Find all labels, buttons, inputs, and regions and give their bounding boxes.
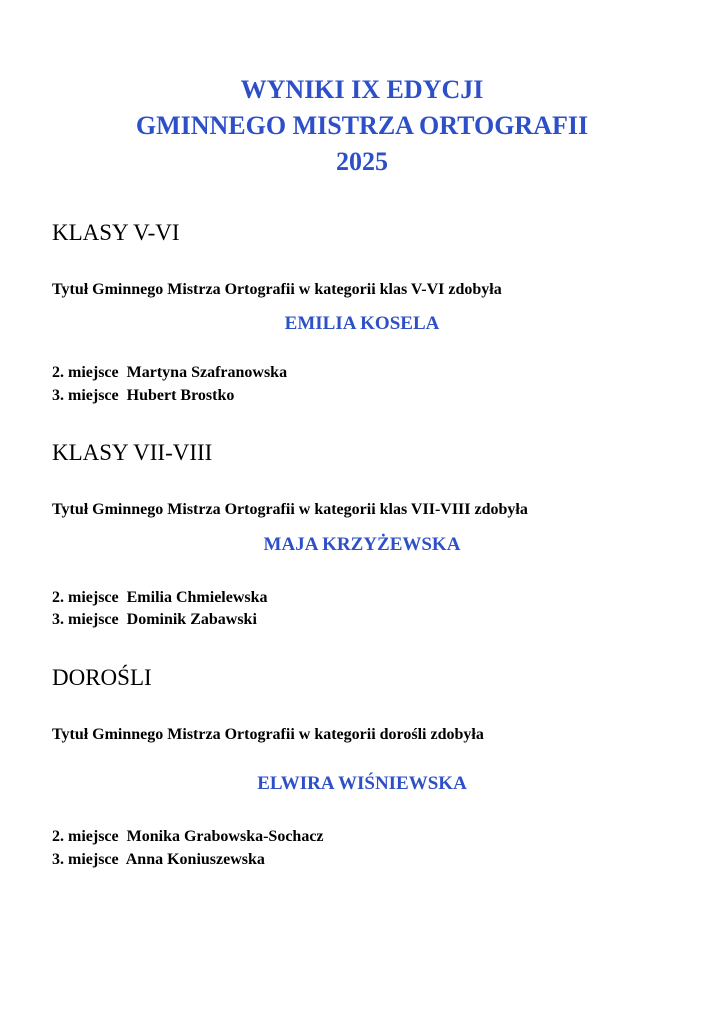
place-second: 2. miejsce Emilia Chmielewska [52,589,268,606]
place-second: 2. miejsce Monika Grabowska-Sochacz [52,828,324,845]
title-line-2: GMINNEGO MISTRZA ORTOGRAFII [135,111,589,140]
section-heading-dorosli: DOROŚLI [52,665,152,690]
section-intro: Tytuł Gminnego Mistrza Ortografii w kategorii klas VII-VIII zdobyła [52,501,528,518]
place-second: 2. miejsce Martyna Szafranowska [52,364,288,381]
section-heading-klasy-v-vi: KLASY V-VI [52,220,180,245]
winner-name: EMILIA KOSELA [284,313,440,334]
section-intro: Tytuł Gminnego Mistrza Ortografii w kategorii dorośli zdobyła [52,726,484,743]
winner-name: MAJA KRZYŻEWSKA [263,534,461,555]
winner-name: ELWIRA WIŚNIEWSKA [257,773,467,794]
section-heading-klasy-vii-viii: KLASY VII-VIII [52,440,213,465]
title-line-3: 2025 [336,147,388,176]
place-third: 3. miejsce Hubert Brostko [52,387,235,404]
place-third: 3. miejsce Anna Koniuszewska [52,851,265,868]
section-intro: Tytuł Gminnego Mistrza Ortografii w kategorii klas V-VI zdobyła [52,281,502,298]
place-third: 3. miejsce Dominik Zabawski [52,611,257,628]
title-line-1: WYNIKI IX EDYCJI [240,75,484,104]
